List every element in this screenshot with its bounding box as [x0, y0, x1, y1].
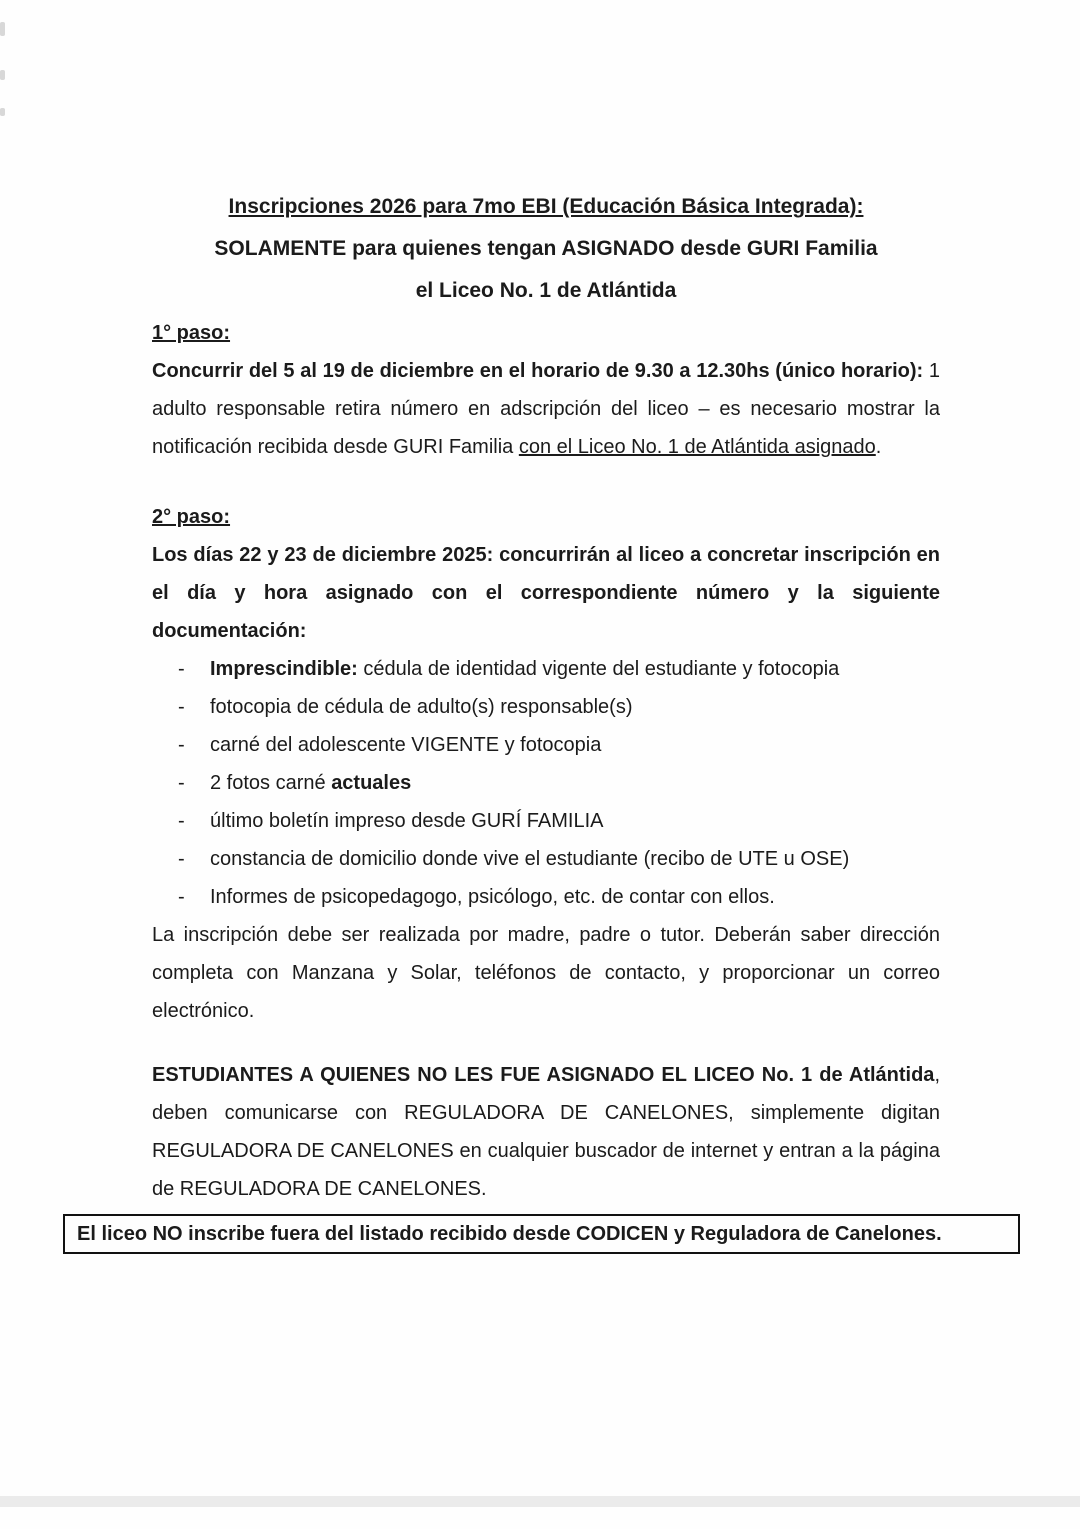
- requirement-text: carné del adolescente VIGENTE y fotocopia: [210, 734, 602, 756]
- dash-bullet: -: [178, 734, 185, 756]
- requirement-text: 2 fotos carné: [210, 772, 332, 794]
- requirement-text: cédula de identidad vigente del estudiante y fotocopia: [357, 658, 840, 680]
- requirement-bold-tail: actuales: [331, 772, 412, 794]
- title-line-1: Inscripciones 2026 para 7mo EBI (Educación Básica Integrada):: [228, 195, 864, 218]
- list-item: [178, 688, 940, 726]
- step2-heading: 2° paso:: [152, 506, 231, 528]
- document-title: [152, 186, 940, 312]
- list-item: [178, 650, 940, 688]
- step1-tail-text: .: [875, 436, 882, 458]
- scan-edge-speck: [0, 22, 5, 36]
- requirement-text: constancia de domicilio donde vive el estudiante (recibo de UTE u OSE): [210, 848, 850, 870]
- step1-body-text: 1 adulto responsable retira número en adscripción del liceo – es necesario mostrar la notificación recibida desde GURI Familia: [152, 360, 941, 458]
- list-item: [178, 726, 940, 764]
- requirement-text: Informes de psicopedagogo, psicólogo, etc. de contar con ellos.: [210, 886, 775, 908]
- title-line-3: el Liceo No. 1 de Atlántida: [415, 279, 677, 302]
- no-assignment-bold-lead: ESTUDIANTES A QUIENES NO LES FUE ASIGNADO EL LICEO No. 1 de Atlántida: [152, 1064, 935, 1086]
- tutor-note-paragraph: La inscripción debe ser realizada por madre, padre o tutor. Deberán saber dirección completa con Manzana y Solar, teléfonos de contacto, y proporcionar un correo electrónico.: [152, 924, 940, 1022]
- step1-lead-bold: Concurrir del 5 al 19 de diciembre en el horario de 9.30 a 12.30hs (único horario):: [152, 360, 924, 382]
- dash-bullet: -: [178, 658, 185, 680]
- dash-bullet: -: [178, 848, 185, 870]
- scan-edge-speck: [0, 70, 5, 80]
- no-assignment-paragraph: [152, 1056, 940, 1208]
- dash-bullet: -: [178, 696, 185, 718]
- step2-paragraph: Los días 22 y 23 de diciembre 2025: concurrirán al liceo a concretar inscripción en el día y hora asignado con el correspondiente número y la siguiente documentación:: [152, 544, 940, 642]
- requirement-bold: Imprescindible:: [210, 658, 358, 680]
- dash-bullet: -: [178, 886, 185, 908]
- list-item: [178, 764, 940, 802]
- title-line-2: SOLAMENTE para quienes tengan ASIGNADO desde GURI Familia: [214, 237, 878, 260]
- footer-notice-box: El liceo NO inscribe fuera del listado recibido desde CODICEN y Reguladora de Canelones.: [63, 1214, 1020, 1254]
- scan-artifact-band: [0, 1496, 1080, 1507]
- list-item: [178, 878, 940, 916]
- requirements-list: [152, 650, 940, 916]
- step1-paragraph: [152, 352, 940, 466]
- step1-underlined-text: con el Liceo No. 1 de Atlántida asignado: [518, 436, 876, 458]
- list-item: [178, 840, 940, 878]
- no-assignment-body-text: , deben comunicarse con REGULADORA DE CANELONES, simplemente digitan REGULADORA DE CANELONES en cualquier buscador de internet y entran a la página de REGULADORA DE CANELONES.: [152, 1064, 940, 1200]
- list-item: [178, 802, 940, 840]
- dash-bullet: -: [178, 810, 185, 832]
- dash-bullet: -: [178, 772, 185, 794]
- step1-heading: 1° paso:: [152, 322, 231, 344]
- requirement-text: último boletín impreso desde GURÍ FAMILIA: [210, 810, 604, 832]
- requirement-text: fotocopia de cédula de adulto(s) responsable(s): [210, 696, 633, 718]
- scan-edge-speck: [0, 108, 5, 116]
